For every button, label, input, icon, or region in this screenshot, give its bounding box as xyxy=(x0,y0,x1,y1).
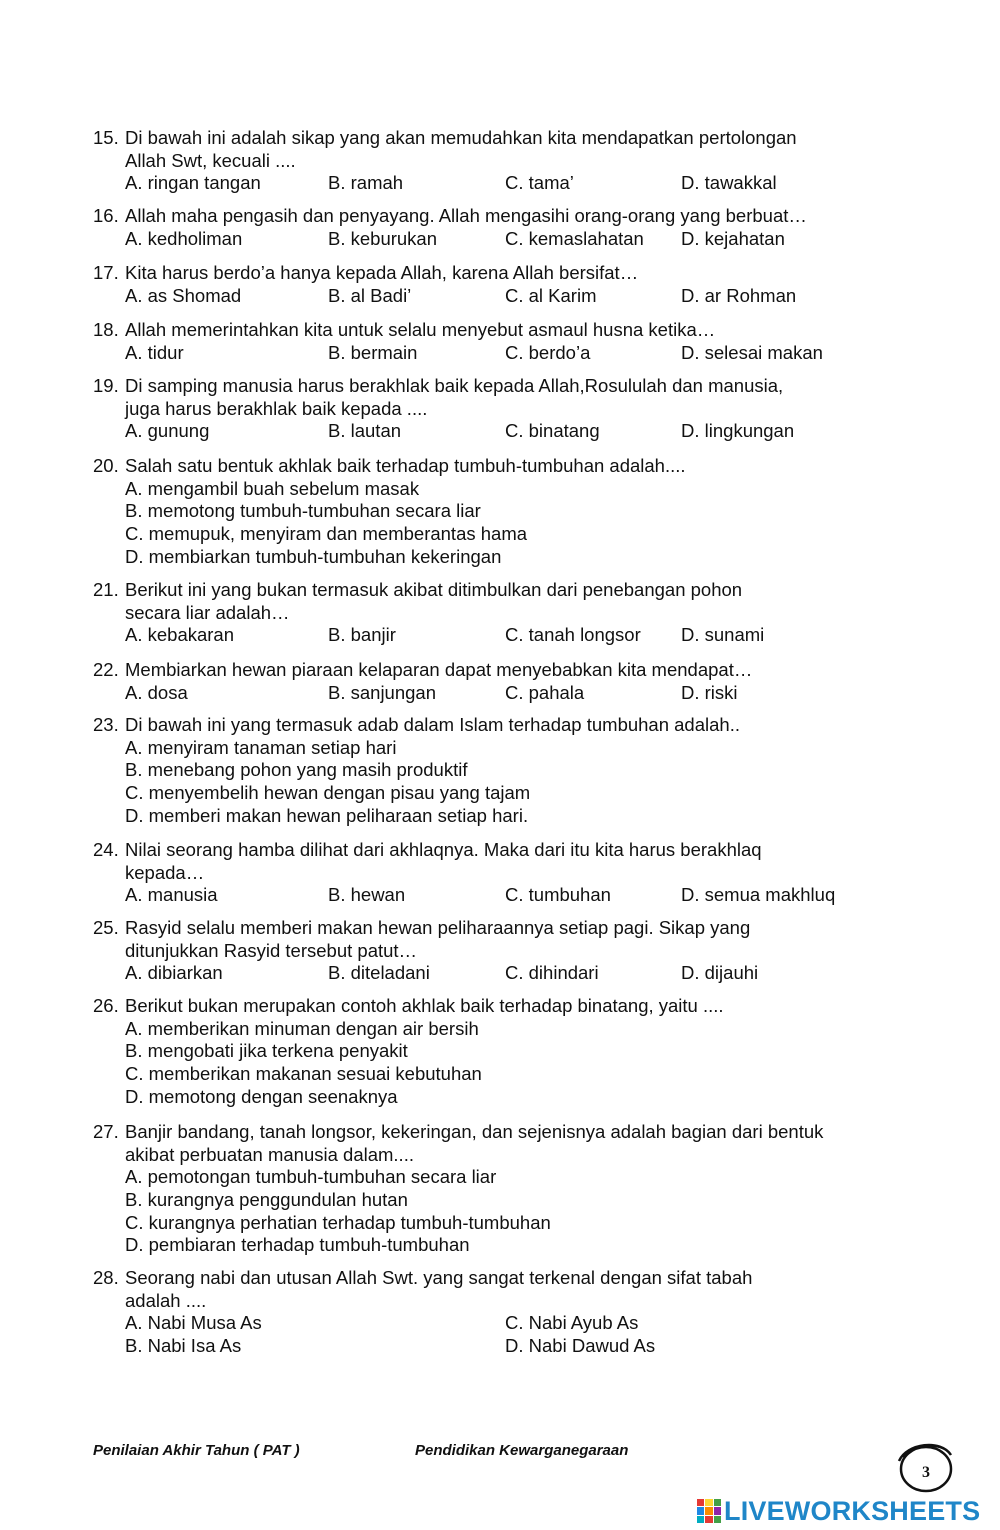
answer-option[interactable]: D. pembiaran terhadap tumbuh-tumbuhan xyxy=(125,1234,470,1256)
answer-option[interactable]: D. sunami xyxy=(681,624,765,646)
answer-option[interactable]: A. kebakaran xyxy=(125,624,235,646)
answer-option[interactable]: B. lautan xyxy=(328,420,402,442)
question-text: Banjir bandang, tanah longsor, kekeringan, dan sejenisnya adalah bagian dari bentuk xyxy=(125,1121,824,1142)
answer-option[interactable]: A. dibiarkan xyxy=(125,962,223,984)
question-line xyxy=(93,1267,883,1290)
question-text: Kita harus berdo’a hanya kepada Allah, karena Allah bersifat… xyxy=(125,262,639,283)
question-line xyxy=(93,375,883,398)
answer-option[interactable]: A. ringan tangan xyxy=(125,172,261,194)
answer-option[interactable]: A. pemotongan tumbuh-tumbuhan secara liar xyxy=(125,1166,497,1188)
liveworksheets-mark-icon xyxy=(697,1499,721,1523)
answer-option[interactable]: A. mengambil buah sebelum masak xyxy=(125,477,420,499)
answer-option[interactable]: D. memberi makan hewan peliharaan setiap hari. xyxy=(125,804,529,826)
question-item xyxy=(93,659,883,704)
answer-options-row xyxy=(93,285,883,308)
question-line xyxy=(93,602,883,625)
answer-option[interactable]: D. semua makhluq xyxy=(681,884,836,906)
question-line xyxy=(93,1121,883,1144)
question-line xyxy=(93,398,883,421)
answer-option[interactable]: C. dihindari xyxy=(505,962,599,984)
answer-options-row xyxy=(93,420,883,443)
question-item xyxy=(93,839,883,907)
question-text: Allah Swt, kecuali .... xyxy=(125,149,296,171)
question-text: Di bawah ini adalah sikap yang akan memudahkan kita mendapatkan pertolongan xyxy=(125,127,797,148)
answer-option[interactable]: A. as Shomad xyxy=(125,284,242,306)
answer-option[interactable]: B. bermain xyxy=(328,341,418,363)
answer-option[interactable]: C. tumbuhan xyxy=(505,884,611,906)
answer-option[interactable]: C. kurangnya perhatian terhadap tumbuh-tumbuhan xyxy=(125,1211,551,1233)
logo-tile xyxy=(714,1516,721,1523)
answer-option[interactable]: C. pahala xyxy=(505,681,585,703)
question-text: kepada… xyxy=(125,861,205,883)
question-line xyxy=(93,319,883,342)
question-line xyxy=(93,579,883,602)
question-item xyxy=(93,995,883,1108)
question-text: Berikut bukan merupakan contoh akhlak baik terhadap binatang, yaitu .... xyxy=(125,995,724,1016)
answer-option[interactable]: B. ramah xyxy=(328,172,404,194)
logo-tile xyxy=(705,1507,712,1514)
question-item xyxy=(93,262,883,307)
footer-subject: Pendidikan Kewarganegaraan xyxy=(415,1442,629,1459)
question-line xyxy=(93,455,883,478)
liveworksheets-wordmark: LIVEWORKSHEETS xyxy=(724,1495,981,1526)
answer-option-line xyxy=(93,523,883,546)
question-line xyxy=(93,659,883,682)
question-number: 23. xyxy=(93,714,119,735)
logo-tile xyxy=(697,1516,704,1523)
answer-options-row xyxy=(93,682,883,705)
question-number: 21. xyxy=(93,579,119,600)
answer-option-line xyxy=(93,1166,883,1189)
question-text: Membiarkan hewan piaraan kelaparan dapat menyebabkan kita mendapat… xyxy=(125,659,753,680)
answer-option-line xyxy=(93,759,883,782)
answer-option[interactable]: C. tama’ xyxy=(505,172,574,194)
answer-option[interactable]: C. tanah longsor xyxy=(505,624,641,646)
answer-option-line xyxy=(93,1063,883,1086)
answer-option[interactable]: D. membiarkan tumbuh-tumbuhan kekeringan xyxy=(125,545,502,567)
answer-options-row xyxy=(93,884,883,907)
answer-option-line xyxy=(93,805,883,828)
answer-option[interactable]: D. lingkungan xyxy=(681,420,795,442)
answer-option[interactable]: D. selesai makan xyxy=(681,341,823,363)
answer-option[interactable]: D. dijauhi xyxy=(681,962,759,984)
question-text: Di samping manusia harus berakhlak baik kepada Allah,Rosululah dan manusia, xyxy=(125,375,784,396)
answer-options-row xyxy=(93,624,883,647)
answer-options-row xyxy=(93,228,883,251)
answer-option-line xyxy=(93,1189,883,1212)
question-text: akibat perbuatan manusia dalam.... xyxy=(125,1143,414,1165)
answer-option[interactable]: A. manusia xyxy=(125,884,218,906)
question-text: secara liar adalah… xyxy=(125,601,290,623)
answer-option[interactable]: C. Nabi Ayub As xyxy=(505,1312,639,1334)
answer-option[interactable]: B. mengobati jika terkena penyakit xyxy=(125,1040,408,1062)
logo-tile xyxy=(714,1499,721,1506)
page-number: 3 xyxy=(922,1464,930,1481)
answer-option-line xyxy=(93,1040,883,1063)
question-line xyxy=(93,940,883,963)
question-line xyxy=(93,995,883,1018)
question-item xyxy=(93,375,883,443)
question-text: Nilai seorang hamba dilihat dari akhlaqnya. Maka dari itu kita harus berakhlaq xyxy=(125,839,762,860)
answer-option[interactable]: D. Nabi Dawud As xyxy=(505,1335,656,1357)
question-number: 28. xyxy=(93,1267,119,1288)
answer-options-row xyxy=(93,962,883,985)
question-text: ditunjukkan Rasyid tersebut patut… xyxy=(125,939,418,961)
question-number: 20. xyxy=(93,455,119,476)
question-text: Allah memerintahkan kita untuk selalu menyebut asmaul husna ketika… xyxy=(125,319,716,340)
answer-option-line xyxy=(93,1086,883,1109)
question-line xyxy=(93,150,883,173)
answer-option[interactable]: A. tidur xyxy=(125,341,184,363)
answer-option[interactable]: A. Nabi Musa As xyxy=(125,1312,262,1334)
answer-option[interactable]: D. tawakkal xyxy=(681,172,777,194)
answer-options-row xyxy=(93,172,883,195)
question-item xyxy=(93,917,883,985)
answer-option[interactable]: A. gunung xyxy=(125,420,210,442)
answer-option[interactable]: C. menyembelih hewan dengan pisau yang tajam xyxy=(125,782,531,804)
question-number: 15. xyxy=(93,127,119,148)
question-number: 17. xyxy=(93,262,119,283)
question-number: 25. xyxy=(93,917,119,938)
answer-option[interactable]: B. menebang pohon yang masih produktif xyxy=(125,759,468,781)
question-item xyxy=(93,714,883,827)
footer-exam-title: Penilaian Akhir Tahun ( PAT ) xyxy=(93,1442,300,1459)
answer-option[interactable]: C. al Karim xyxy=(505,284,597,306)
page-number-badge xyxy=(893,1437,955,1495)
question-line xyxy=(93,917,883,940)
question-text: Salah satu bentuk akhlak baik terhadap tumbuh-tumbuhan adalah.... xyxy=(125,455,686,476)
answer-option[interactable]: B. kurangnya penggundulan hutan xyxy=(125,1189,408,1211)
question-text: Berikut ini yang bukan termasuk akibat ditimbulkan dari penebangan pohon xyxy=(125,579,743,600)
question-number: 16. xyxy=(93,205,119,226)
answer-option[interactable]: B. banjir xyxy=(328,624,396,646)
question-item xyxy=(93,1267,883,1358)
liveworksheets-logo[interactable] xyxy=(697,1494,980,1528)
logo-tile xyxy=(697,1507,704,1514)
question-line xyxy=(93,127,883,150)
question-text: Di bawah ini yang termasuk adab dalam Islam terhadap tumbuhan adalah.. xyxy=(125,714,740,735)
answer-option-line xyxy=(93,1234,883,1257)
answer-option[interactable]: A. kedholiman xyxy=(125,227,243,249)
question-item xyxy=(93,205,883,250)
question-number: 18. xyxy=(93,319,119,340)
answer-option-line xyxy=(93,782,883,805)
question-number: 19. xyxy=(93,375,119,396)
answer-options-row xyxy=(93,1312,883,1335)
answer-option[interactable]: C. berdo’a xyxy=(505,341,591,363)
answer-options-row xyxy=(93,1335,883,1358)
question-text: juga harus berakhlak baik kepada .... xyxy=(125,397,428,419)
answer-option[interactable]: B. hewan xyxy=(328,884,406,906)
answer-option[interactable]: B. sanjungan xyxy=(328,681,437,703)
question-item xyxy=(93,1121,883,1257)
question-number: 26. xyxy=(93,995,119,1016)
question-item xyxy=(93,579,883,647)
answer-option[interactable]: B. al Badi’ xyxy=(328,284,412,306)
question-text: Rasyid selalu memberi makan hewan peliharaannya setiap pagi. Sikap yang xyxy=(125,917,751,938)
answer-option[interactable]: C. binatang xyxy=(505,420,600,442)
question-text: adalah .... xyxy=(125,1289,207,1311)
question-line xyxy=(93,839,883,862)
question-text: Allah maha pengasih dan penyayang. Allah mengasihi orang-orang yang berbuat… xyxy=(125,205,807,226)
answer-option-line xyxy=(93,737,883,760)
logo-tile xyxy=(697,1499,704,1506)
answer-option-line xyxy=(93,500,883,523)
answer-option[interactable]: C. memberikan makanan sesuai kebutuhan xyxy=(125,1063,482,1085)
answer-option-line xyxy=(93,1212,883,1235)
question-line xyxy=(93,862,883,885)
question-line xyxy=(93,714,883,737)
logo-tile xyxy=(714,1507,721,1514)
question-number: 22. xyxy=(93,659,119,680)
answer-option[interactable]: B. diteladani xyxy=(328,962,430,984)
question-number: 27. xyxy=(93,1121,119,1142)
answer-option-line xyxy=(93,478,883,501)
question-line xyxy=(93,262,883,285)
question-line xyxy=(93,205,883,228)
question-line xyxy=(93,1290,883,1313)
answer-option-line xyxy=(93,1018,883,1041)
answer-option[interactable]: D. riski xyxy=(681,681,738,703)
answer-option[interactable]: D. memotong dengan seenaknya xyxy=(125,1085,398,1107)
answer-option[interactable]: A. memberikan minuman dengan air bersih xyxy=(125,1017,479,1039)
question-item xyxy=(93,455,883,568)
answer-option[interactable]: D. kejahatan xyxy=(681,227,785,249)
answer-option[interactable]: B. keburukan xyxy=(328,227,438,249)
answer-option[interactable]: C. memupuk, menyiram dan memberantas hama xyxy=(125,523,528,545)
question-line xyxy=(93,1144,883,1167)
answer-option[interactable]: D. ar Rohman xyxy=(681,284,797,306)
logo-tile xyxy=(705,1516,712,1523)
answer-option[interactable]: C. kemaslahatan xyxy=(505,227,644,249)
answer-option[interactable]: A. dosa xyxy=(125,681,188,703)
answer-options-row xyxy=(93,342,883,365)
logo-tile xyxy=(705,1499,712,1506)
question-item xyxy=(93,319,883,364)
answer-option[interactable]: B. Nabi Isa As xyxy=(125,1335,242,1357)
answer-option[interactable]: A. menyiram tanaman setiap hari xyxy=(125,736,397,758)
question-text: Seorang nabi dan utusan Allah Swt. yang sangat terkenal dengan sifat tabah xyxy=(125,1267,753,1288)
answer-option-line xyxy=(93,546,883,569)
question-number: 24. xyxy=(93,839,119,860)
answer-option[interactable]: B. memotong tumbuh-tumbuhan secara liar xyxy=(125,500,481,522)
question-item xyxy=(93,127,883,195)
